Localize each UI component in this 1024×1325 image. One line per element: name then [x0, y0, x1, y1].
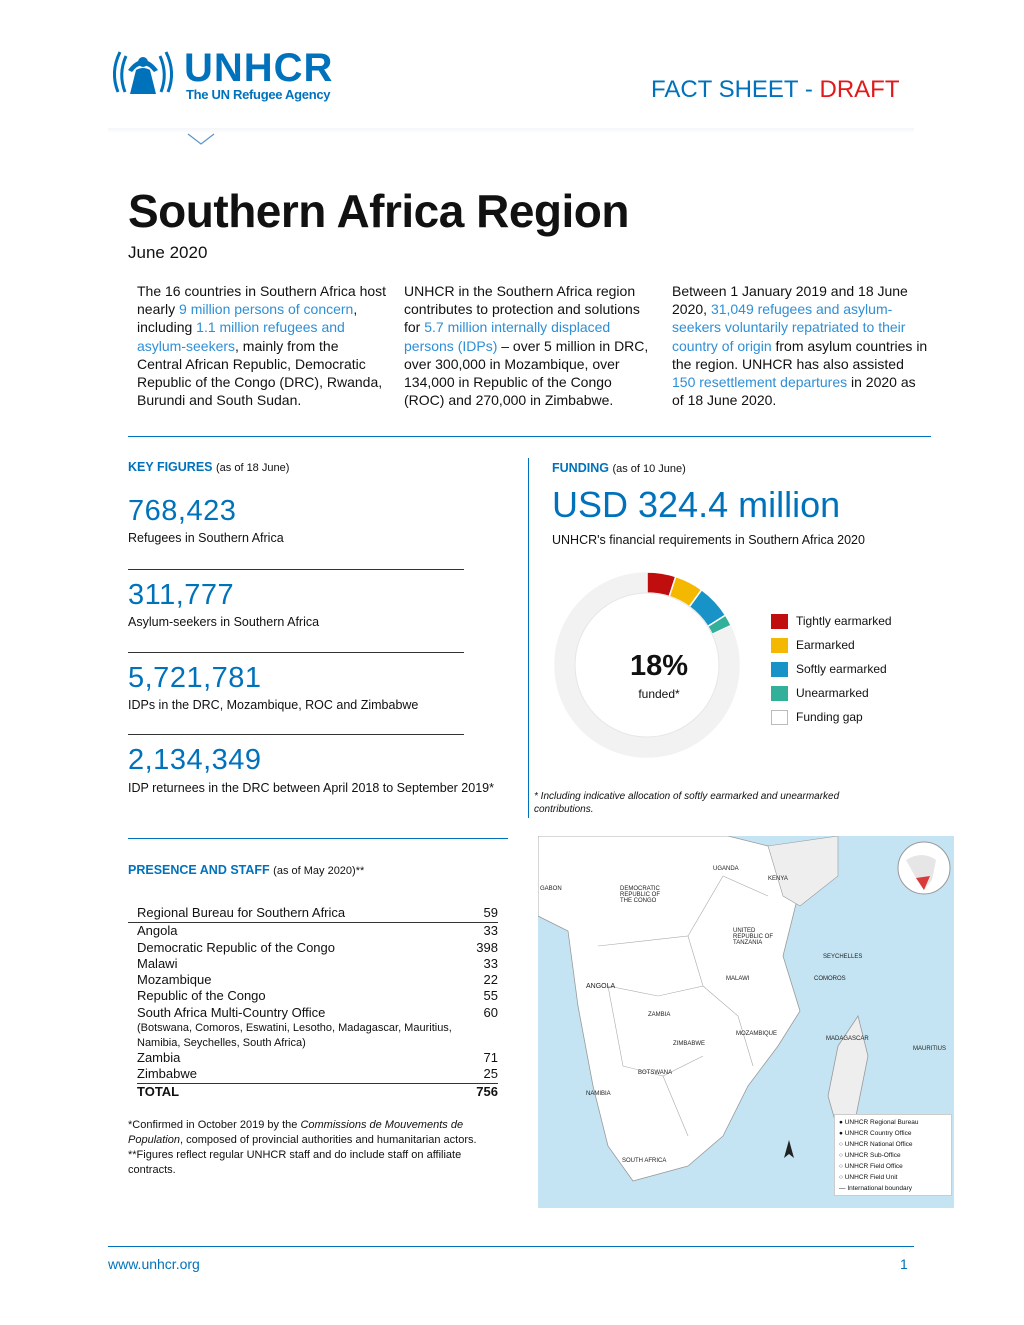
staff-total-value: 756 — [476, 1083, 498, 1099]
funding-title: FUNDING — [552, 461, 609, 475]
staff-row-name: Malawi — [137, 955, 178, 971]
presence-map — [538, 836, 954, 1208]
funding-percentage: 18% — [629, 650, 689, 682]
map-legend-item: ● UNHCR Country Office — [839, 1130, 912, 1137]
map-label-gabon: GABON — [540, 886, 562, 892]
key-figure-separator — [128, 734, 464, 735]
key-figure-separator — [128, 569, 464, 570]
map-label-botswana: BOTSWANA — [638, 1070, 673, 1076]
intro3-text-3: in 2020 as of 18 June 2020. — [672, 374, 916, 409]
staff-row-value: 55 — [483, 988, 498, 1004]
key-figure-asylum-seekers — [128, 579, 488, 629]
map-label-uganda: UGANDA — [713, 866, 739, 872]
legend-swatch — [771, 662, 788, 677]
column-divider — [528, 458, 529, 818]
intro-divider — [128, 436, 931, 437]
staff-row-value: 22 — [483, 972, 498, 988]
logo-tagline: The UN Refugee Agency — [186, 87, 331, 102]
intro1-highlight-2: 1.1 million refugees and asylum-seekers — [137, 319, 345, 354]
fact-sheet-label — [651, 76, 899, 104]
staff-row-name: Zimbabwe — [137, 1066, 197, 1082]
page-date: June 2020 — [128, 243, 208, 262]
intro3-highlight-2: 150 resettlement departures — [672, 374, 848, 391]
intro1-highlight-1: 9 million persons of concern — [179, 301, 354, 318]
map-legend-label: UNHCR Sub-Office — [844, 1152, 901, 1159]
intro-column-1 — [137, 282, 387, 409]
legend-swatch — [771, 686, 788, 701]
map-label-malawi: MALAWI — [726, 976, 750, 982]
presence-divider — [128, 838, 508, 839]
intro3-text-1: Between 1 January 2019 and 18 June 2020, — [672, 283, 908, 318]
legend-swatch — [771, 638, 788, 653]
staff-row-angola — [137, 923, 498, 939]
staff-row-value: 398 — [476, 939, 498, 955]
map-label-south-africa: SOUTH AFRICA — [622, 1158, 667, 1164]
map-legend-label: UNHCR National Office — [844, 1141, 913, 1148]
map-label-seychelles: SEYCHELLES — [823, 954, 863, 960]
funding-center-label: funded* — [638, 687, 680, 701]
header-rule — [108, 128, 914, 132]
map-legend-item: ○ UNHCR Field Unit — [839, 1174, 898, 1181]
key-figure-idps — [128, 662, 498, 712]
map-label-zambia: ZAMBIA — [648, 1012, 671, 1018]
footnote-confirmed — [128, 1118, 506, 1148]
intro3-highlight-1: 31,049 refugees and asylum-seekers voluntarily repatriated to their country of origin — [672, 301, 906, 354]
intro1-text-1: The 16 countries in Southern Africa host nearly — [137, 283, 387, 318]
staff-row-name: Zambia — [137, 1050, 181, 1066]
staff-row-value: 60 — [483, 1004, 498, 1020]
intro2-highlight-1: 5.7 million internally displaced persons (IDPs) — [404, 319, 611, 354]
key-figures-title: KEY FIGURES — [128, 460, 213, 474]
staff-row-name: South Africa Multi-Country Office — [137, 1004, 326, 1020]
map-legend-label: UNHCR Field Office — [844, 1163, 903, 1170]
staff-row-value: 71 — [483, 1050, 498, 1066]
map-label-mauritius: MAURITIUS — [913, 1046, 946, 1052]
key-figure-label: Refugees in Southern Africa — [128, 531, 284, 545]
map-legend-label: International boundary — [847, 1185, 912, 1192]
key-figures-note: (as of 18 June) — [216, 462, 290, 474]
funding-footnote: * Including indicative allocation of softly earmarked and unearmarked contributions. — [534, 791, 840, 815]
map-legend-item: ● UNHCR Regional Bureau — [839, 1119, 919, 1126]
legend-label: Unearmarked — [796, 686, 869, 700]
staff-row-drc — [137, 940, 498, 956]
page-number: 1 — [900, 1256, 908, 1272]
staff-row-name: Regional Bureau for Southern Africa — [137, 905, 346, 920]
staff-row-name: Mozambique — [137, 972, 212, 988]
legend-swatch — [771, 614, 788, 629]
key-figure-separator — [128, 652, 464, 653]
staff-row-mco-countries: (Botswana, Comoros, Eswatini, Lesotho, Madagascar, Mauritius, Namibia, Seychelles, South Africa) — [137, 1022, 452, 1049]
map-legend — [834, 1114, 952, 1196]
footnote1-text-a: *Confirmed in October 2019 by the — [128, 1119, 301, 1131]
footer-rule — [108, 1246, 914, 1247]
staff-row-name: Angola — [137, 923, 178, 939]
intro-column-2 — [404, 282, 654, 409]
legend-item-tightly-earmarked — [771, 609, 892, 633]
key-figure-idp-returnees — [128, 744, 508, 796]
funding-amount: USD 324.4 million — [552, 484, 841, 525]
footer-url-link[interactable]: www.unhcr.org — [108, 1256, 200, 1272]
staff-row-roc — [137, 988, 498, 1004]
key-figure-label: IDPs in the DRC, Mozambique, ROC and Zimbabwe — [128, 698, 419, 712]
key-figure-value: 5,721,781 — [128, 662, 262, 694]
north-arrow-icon — [782, 1138, 796, 1164]
staff-table — [128, 905, 498, 1100]
map-legend-item: ○ UNHCR Sub-Office — [839, 1152, 901, 1159]
footnote-staff: **Figures reflect regular UNHCR staff and do include staff on affiliate contracts. — [128, 1149, 462, 1176]
presence-footnotes — [128, 1118, 506, 1178]
staff-row-value: 33 — [483, 955, 498, 971]
key-figure-value: 768,423 — [128, 495, 237, 527]
page-title: Southern Africa Region — [128, 185, 629, 237]
funding-heading — [552, 461, 686, 475]
staff-row-name: Democratic Republic of the Congo — [137, 939, 335, 955]
funding-legend — [771, 609, 892, 729]
fact-sheet-text: FACT SHEET - — [651, 76, 813, 103]
legend-label: Softly earmarked — [796, 662, 887, 676]
key-figures-heading — [128, 460, 289, 474]
map-legend-item: ○ UNHCR Field Office — [839, 1163, 903, 1170]
staff-row-zimbabwe — [137, 1066, 498, 1083]
legend-item-funding-gap — [771, 705, 892, 729]
staff-row-zambia — [137, 1050, 498, 1066]
key-figure-refugees — [128, 495, 488, 545]
map-legend-label: UNHCR Regional Bureau — [844, 1119, 919, 1126]
staff-row-south-africa-mco — [137, 1005, 498, 1021]
map-legend-item: — International boundary — [839, 1185, 912, 1192]
map-legend-label: UNHCR Field Unit — [844, 1174, 898, 1181]
map-label-angola: ANGOLA — [586, 983, 616, 990]
legend-swatch — [771, 710, 788, 725]
key-figure-value: 311,777 — [128, 579, 235, 611]
intro3-text-2: from asylum countries in the region. UNHCR has also assisted — [672, 337, 928, 372]
footnote1-italic: Commissions de Mouvements de Population — [128, 1119, 464, 1146]
legend-label: Earmarked — [796, 638, 855, 652]
intro-column-3 — [672, 282, 928, 409]
staff-row-value: 33 — [483, 923, 498, 939]
intro2-text-1: UNHCR in the Southern Africa region contributes to protection and solutions for — [404, 283, 640, 336]
map-label-mozambique: MOZAMBIQUE — [736, 1031, 778, 1037]
staff-row-value: 59 — [483, 905, 498, 920]
chevron-down-icon — [186, 131, 216, 147]
legend-item-softly-earmarked — [771, 657, 892, 681]
map-label-kenya: KENYA — [768, 876, 788, 882]
presence-note: (as of May 2020)** — [273, 865, 365, 877]
map-label-zimbabwe: ZIMBABWE — [673, 1041, 706, 1047]
legend-item-unearmarked — [771, 681, 892, 705]
legend-item-earmarked — [771, 633, 892, 657]
staff-row-value: 25 — [483, 1066, 498, 1082]
funding-note: (as of 10 June) — [612, 463, 686, 475]
globe-inset-icon — [896, 840, 952, 896]
logo-name: UNHCR — [184, 46, 334, 90]
draft-text: DRAFT — [819, 76, 900, 103]
legend-label: Tightly earmarked — [796, 614, 892, 628]
unhcr-emblem-icon — [108, 44, 178, 102]
intro2-text-2: – over 5 million in DRC, over 300,000 in Mozambique, over 134,000 in Republic of the Congo (ROC) and 270,000 in Zimbabwe. — [404, 337, 649, 409]
key-figure-label: IDP returnees in the DRC between April 2018 to September 2019* — [128, 781, 494, 795]
intro1-text-3: , mainly from the Central African Republic, Democratic Republic of the Congo (DRC), Rwanda, Burundi and South Sudan. — [137, 337, 383, 409]
map-label-madagascar: MADAGASCAR — [826, 1036, 869, 1042]
presence-heading — [128, 863, 364, 877]
map-label-drc: DEMOCRATIC REPUBLIC OF THE CONGO — [620, 886, 661, 904]
unhcr-logo[interactable] — [108, 42, 358, 104]
presence-title: PRESENCE AND STAFF — [128, 863, 270, 877]
staff-row-malawi — [137, 956, 498, 972]
staff-row-name: Republic of the Congo — [137, 988, 266, 1004]
map-label-comoros: COMOROS — [814, 976, 846, 982]
staff-rows — [128, 923, 498, 1100]
key-figure-label: Asylum-seekers in Southern Africa — [128, 615, 320, 629]
staff-total-label: TOTAL — [137, 1083, 180, 1099]
map-legend-item: ○ UNHCR National Office — [839, 1141, 913, 1148]
staff-row-regional-bureau — [128, 905, 498, 923]
staff-row-total — [137, 1084, 498, 1100]
map-legend-label: UNHCR Country Office — [844, 1130, 912, 1137]
key-figure-value: 2,134,349 — [128, 744, 262, 776]
footnote1-text-b: , composed of provincial authorities and humanitarian actors. — [180, 1134, 477, 1146]
intro1-text-2: , including — [137, 301, 358, 336]
map-label-namibia: NAMIBIA — [586, 1091, 611, 1097]
map-label-tanzania: UNITED REPUBLIC OF TANZANIA — [733, 928, 774, 946]
funding-description: UNHCR's financial requirements in Southern Africa 2020 — [552, 533, 865, 547]
legend-label: Funding gap — [796, 710, 863, 724]
staff-row-mozambique — [137, 972, 498, 988]
